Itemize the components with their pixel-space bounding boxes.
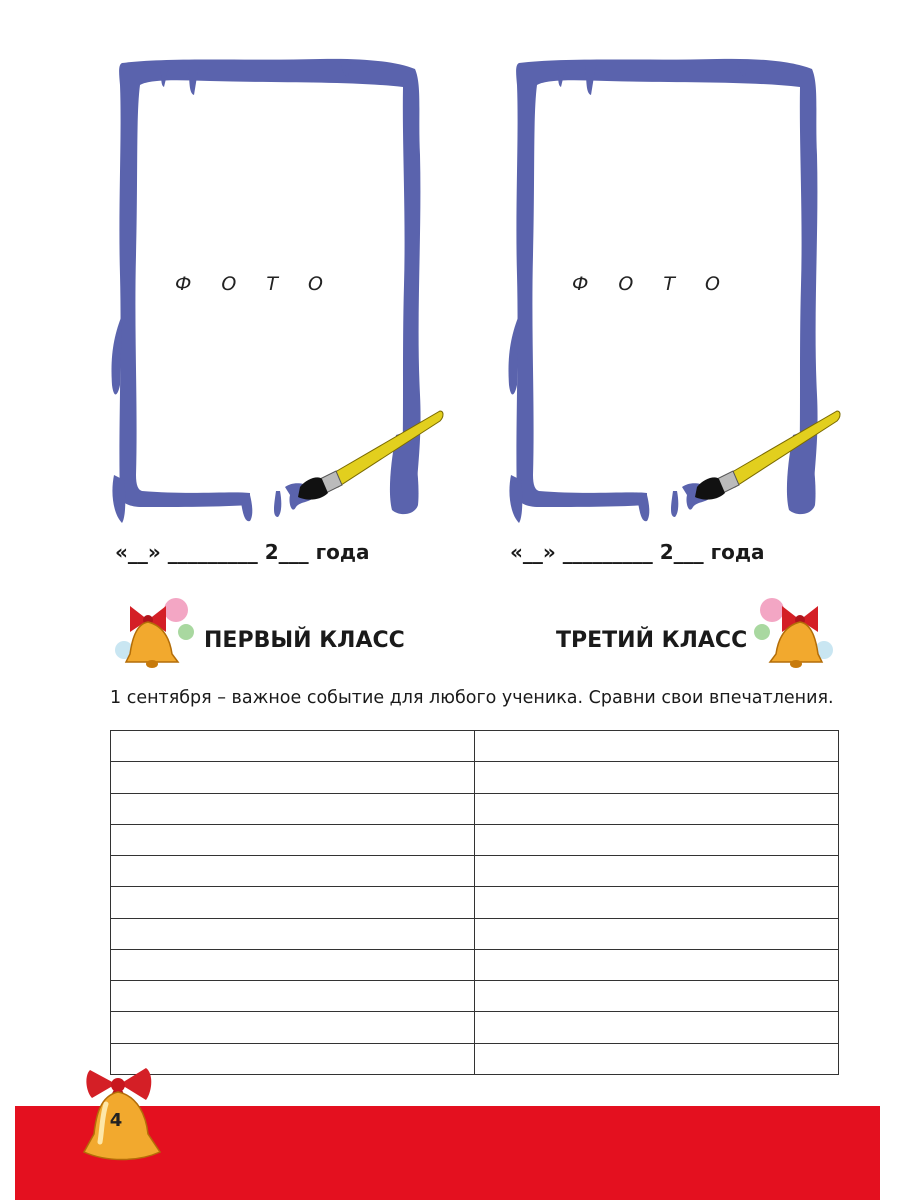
photo-placeholder-label: Ф О Т О [572, 273, 732, 295]
table-row [111, 981, 839, 1012]
table-row [111, 856, 839, 887]
third-grade-cell[interactable] [475, 981, 839, 1012]
third-grade-cell[interactable] [475, 1043, 839, 1074]
table-row [111, 1012, 839, 1043]
first-grade-cell[interactable] [111, 824, 475, 855]
bell-icon [108, 592, 198, 672]
table-row [111, 1043, 839, 1074]
third-grade-cell[interactable] [475, 1012, 839, 1043]
third-grade-cell[interactable] [475, 731, 839, 762]
date-line-left: «__» _________ 2___ года [115, 540, 370, 564]
third-grade-cell[interactable] [475, 793, 839, 824]
table-row [111, 949, 839, 980]
first-grade-cell[interactable] [111, 887, 475, 918]
third-grade-cell[interactable] [475, 918, 839, 949]
first-grade-cell[interactable] [111, 856, 475, 887]
third-grade-cell[interactable] [475, 949, 839, 980]
comparison-table [110, 730, 839, 1075]
date-line-right: «__» _________ 2___ года [510, 540, 765, 564]
page-number: 4 [109, 1110, 123, 1131]
first-grade-cell[interactable] [111, 793, 475, 824]
table-row [111, 731, 839, 762]
third-grade-cell[interactable] [475, 824, 839, 855]
table-row [111, 762, 839, 793]
bell-icon [750, 592, 840, 672]
paintbrush-icon [695, 411, 840, 500]
table-row [111, 824, 839, 855]
third-grade-cell[interactable] [475, 887, 839, 918]
first-grade-cell[interactable] [111, 949, 475, 980]
paintbrush-icon [298, 411, 443, 500]
instruction-text: 1 сентября – важное событие для любого ученика. Сравни свои впечатления. [110, 688, 834, 708]
third-grade-cell[interactable] [475, 762, 839, 793]
photo-frame-right [497, 55, 842, 530]
first-grade-cell[interactable] [111, 981, 475, 1012]
photo-frame-left [100, 55, 445, 530]
photo-placeholder-label: Ф О Т О [175, 273, 335, 295]
third-grade-cell[interactable] [475, 856, 839, 887]
first-grade-cell[interactable] [111, 918, 475, 949]
table-row [111, 887, 839, 918]
first-grade-cell[interactable] [111, 762, 475, 793]
table-row [111, 793, 839, 824]
first-grade-cell[interactable] [111, 1012, 475, 1043]
heading-first-grade: ПЕРВЫЙ КЛАСС [204, 628, 405, 653]
table-row [111, 918, 839, 949]
first-grade-cell[interactable] [111, 731, 475, 762]
heading-third-grade: ТРЕТИЙ КЛАСС [556, 628, 748, 653]
